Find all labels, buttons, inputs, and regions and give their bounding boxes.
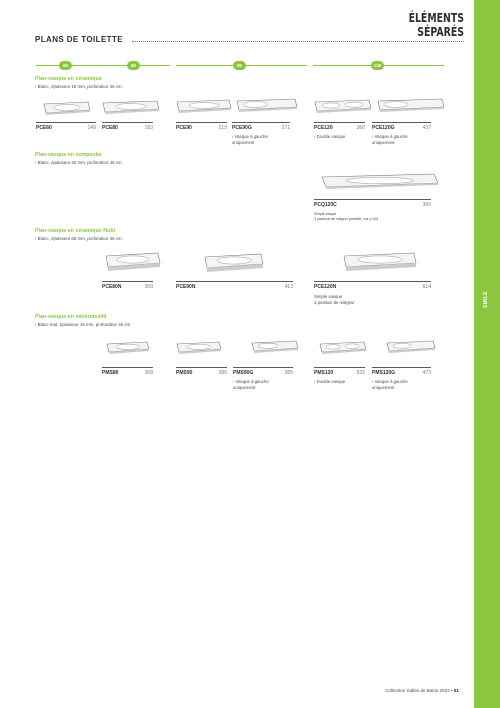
group-sub-mineral: › Blanc mat, épaisseur 15 mm, profondeur 46 cm: [35, 322, 131, 327]
product-pms80: [102, 367, 153, 376]
product-code: PMS90: [176, 370, 193, 376]
product-pce120n: [314, 281, 431, 290]
product-pcq120c: [314, 199, 431, 208]
sink-illustration-icon: [105, 340, 151, 358]
group-sub-ceramique: › Blanc, épaisseur 18 mm, profondeur 46 cm: [35, 84, 122, 89]
product-price: 149: [87, 125, 96, 131]
product-code: PMS120: [314, 370, 334, 376]
footer-text: Collection Salles de Bains 2023 •: [385, 688, 453, 693]
note-pcq120c: Simple vasque 3 positions de mitigeur possible, voir p.105: [314, 212, 379, 221]
sink-illustration-icon: [203, 251, 265, 275]
product-code: PMS90G: [233, 370, 254, 376]
product-pms120g: [372, 367, 431, 376]
sink-illustration-icon: [313, 98, 373, 118]
product-price: 271: [281, 125, 290, 131]
product-pce80: [102, 122, 153, 131]
product-code: PCE120G: [372, 125, 395, 131]
group-sub-composite: › Blanc, épaisseur 20 mm, profondeur 46 cm: [35, 160, 122, 165]
product-code: PCQ120C: [314, 202, 337, 208]
product-pce60: [36, 122, 96, 131]
product-price: 473: [422, 370, 431, 376]
product-price: 360: [422, 202, 431, 208]
sink-illustration-icon: [250, 339, 300, 357]
product-pce90g: [232, 122, 290, 131]
sink-illustration-icon: [175, 340, 223, 358]
product-price: 614: [422, 284, 431, 290]
width-badge-120: 120: [371, 61, 384, 70]
product-price: 309: [144, 284, 153, 290]
product-code: PCE120N: [314, 284, 337, 290]
sink-illustration-icon: [376, 97, 446, 117]
sink-illustration-icon: [320, 172, 440, 194]
group-title-ceramique: Plan-vasque en céramique: [35, 76, 102, 82]
sink-illustration-icon: [175, 98, 233, 118]
note-double-pce120: › Double vasque: [314, 134, 346, 139]
group-sub-nubi: › Blanc, épaisseur 65 mm, profondeur 46 cm: [35, 236, 122, 241]
product-pms90g: [233, 367, 293, 376]
side-tab-label: SMILE: [483, 291, 489, 309]
heading-dotted-rule: [132, 41, 464, 42]
width-line-60-80: [36, 65, 170, 66]
width-badge-60: 60: [59, 61, 72, 70]
sink-illustration-icon: [385, 339, 437, 357]
product-code: PMS120G: [372, 370, 396, 376]
product-pce90n: [176, 281, 293, 290]
side-color-bar: [474, 0, 500, 708]
product-pms120: [314, 367, 365, 376]
product-code: PMS80: [102, 370, 119, 376]
group-title-nubi: Plan-vasque en céramique Nubi: [35, 228, 116, 234]
product-code: PCE90: [176, 125, 192, 131]
note-left-only-pce90g: › Vasque à gauche uniquement: [232, 134, 268, 145]
sink-illustration-icon: [342, 250, 418, 274]
product-price: 413: [284, 284, 293, 290]
product-price: 183: [144, 125, 153, 131]
product-price: 360: [356, 125, 365, 131]
note-double-pms120: › Double vasque: [314, 379, 346, 384]
sink-illustration-icon: [42, 100, 92, 120]
product-price: 437: [422, 125, 431, 131]
product-code: PCE90N: [176, 284, 196, 290]
product-pce90: [176, 122, 227, 131]
page-number: 51: [453, 688, 459, 693]
width-badge-80: 80: [127, 61, 140, 70]
product-pce120g: [372, 122, 431, 131]
group-title-composite: Plan-vasque en composite: [35, 152, 102, 158]
note-left-only-pms120g: › Vasque à gauche uniquement: [372, 379, 408, 390]
product-code: PCE60: [36, 125, 52, 131]
product-code: PCE80: [102, 125, 118, 131]
group-title-mineral: Plan-vasque en minéralsolid: [35, 314, 107, 320]
product-price: 368: [144, 370, 153, 376]
note-left-only-pce120g: › Vasque à gauche uniquement: [372, 134, 408, 145]
page-footer: [300, 688, 459, 693]
sink-illustration-icon: [235, 97, 299, 117]
width-badge-90: 90: [233, 61, 246, 70]
sink-illustration-icon: [318, 340, 368, 358]
product-code: PCE90G: [232, 125, 252, 131]
page-heading: PLANS DE TOILETTE: [35, 35, 123, 44]
section-title: ÉLÉMENTS SÉPARÉS: [408, 11, 464, 39]
sink-illustration-icon: [101, 99, 161, 119]
product-price: 219: [218, 125, 227, 131]
product-pce120: [314, 122, 365, 131]
product-price: 385: [218, 370, 227, 376]
sink-illustration-icon: [104, 250, 162, 274]
product-code: PCE120: [314, 125, 333, 131]
note-left-only-pms90g: › Vasque à gauche uniquement: [233, 379, 269, 390]
product-pce80n: [102, 281, 153, 290]
product-code: PCE80N: [102, 284, 122, 290]
product-price: 385: [284, 370, 293, 376]
product-pms90: [176, 367, 227, 376]
note-pce120n: Simple vasque 1 position de mitigeur: [314, 294, 355, 305]
product-price: 532: [356, 370, 365, 376]
